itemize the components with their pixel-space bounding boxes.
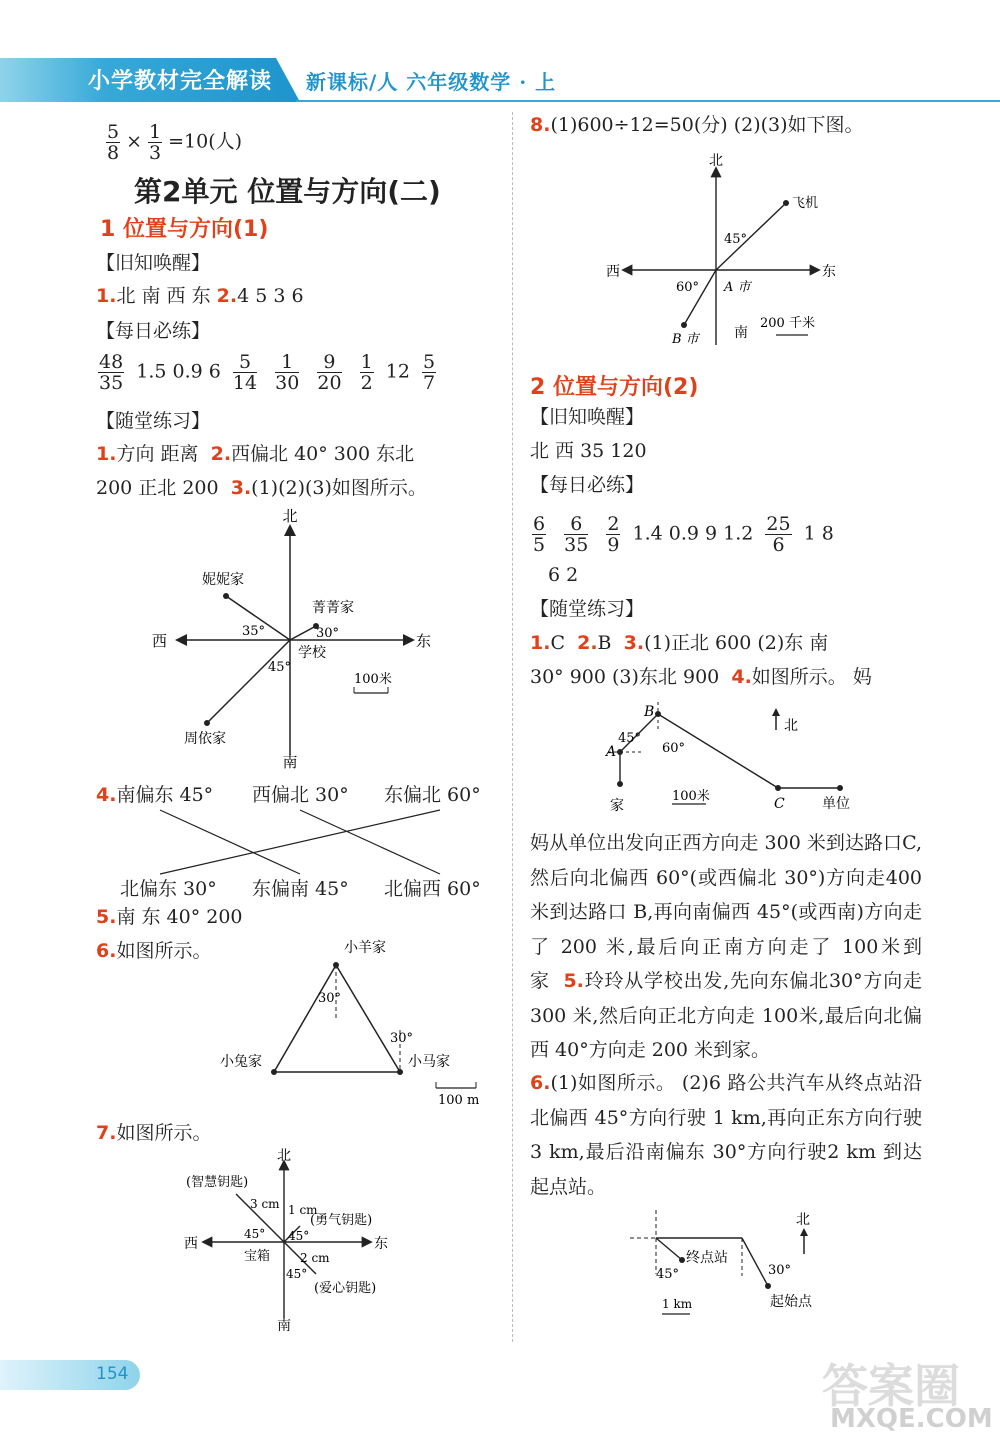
- section-daily: 【每日必练】: [96, 320, 211, 342]
- fig7-courage-key: (勇气钥匙): [310, 1213, 373, 1228]
- daily-answers: $\frac{48}{35}$ 1.5 0.9 6 $\frac{5}{14}$ $\frac{1}{30}$ $\frac{9}{20}$ $\frac{1}{2}$ 12 $\frac{5}{7}$: [99, 351, 436, 394]
- q4-top-2: 西偏北 30°: [252, 784, 349, 806]
- q4-top-3: 东偏北 60°: [384, 784, 481, 806]
- class-answers-1-2: 1.方向 距离 2.西偏北 40° 300 东北: [96, 443, 415, 465]
- fig8-city-b: B 市: [672, 332, 699, 347]
- q6-answer-right: 6.(1)如图所示。 (2)6 路公共汽车从终点站沿北偏西 45°方向行驶 1 km,再向正东方向行驶 3 km,最后沿南偏东 30°方向行驶2 km 到达起点站。: [530, 1072, 922, 1198]
- fig6-angle-1: 30°: [318, 991, 342, 1006]
- fig8-north: 北: [709, 153, 723, 169]
- header-rule: [296, 100, 1000, 102]
- r-section-class: 【随堂练习】: [530, 598, 645, 620]
- fig4-angle-45: 45°: [618, 731, 642, 746]
- fig7-dist-3cm: 3 cm: [250, 1197, 280, 1211]
- fig3-nini-home: 妮妮家: [202, 572, 244, 588]
- lesson2-title: 2 位置与方向(2): [530, 375, 699, 400]
- fig7-north: 北: [277, 1148, 291, 1164]
- fig7-treasure-box: 宝箱: [244, 1249, 271, 1264]
- fig7-south: 南: [277, 1318, 291, 1333]
- r-section-old-knowledge: 【旧知唤醒】: [530, 406, 645, 428]
- fig8-plane: 飞机: [792, 196, 819, 211]
- fig3-east: 东: [416, 632, 432, 650]
- fig4-work: 单位: [822, 796, 850, 812]
- fig4-point-a: A: [606, 744, 617, 760]
- fig7-east: 东: [374, 1236, 388, 1252]
- fig3-north: 北: [282, 507, 298, 525]
- r-class-3b-4: 30° 900 (3)东北 900 4.如图所示。 妈: [530, 666, 872, 688]
- figure-bus-route: [626, 1204, 846, 1319]
- class-answers-2b-3: 200 正北 200 3.(1)(2)(3)如图所示。: [96, 477, 427, 499]
- fig3-west: 西: [152, 632, 168, 650]
- page-number: 154: [96, 1364, 129, 1384]
- fig8-south: 南: [734, 325, 748, 341]
- fig4-home: 家: [610, 798, 624, 814]
- fig7-angle-2: 45°: [288, 1229, 310, 1243]
- figure-triangle-homes: [218, 930, 498, 1110]
- fig4-point-c: C: [774, 796, 785, 812]
- fig7-wisdom-key: (智慧钥匙): [186, 1175, 249, 1190]
- figure-compass-homes: [140, 505, 460, 770]
- r-old-answers: 北 西 35 120: [530, 440, 647, 462]
- fig7-dist-1cm: 1 cm: [288, 1203, 318, 1217]
- fig7-love-key: (爱心钥匙): [314, 1281, 377, 1296]
- fig6-sheep-home: 小羊家: [344, 940, 386, 956]
- fig8-city-a: A 市: [724, 280, 751, 295]
- fig8-east: 东: [822, 264, 836, 280]
- book-title: 小学教材完全解读: [88, 69, 273, 94]
- fig6-rabbit-home: 小兔家: [220, 1054, 262, 1070]
- fig6-scale: 100 m: [438, 1093, 480, 1108]
- fig6-horse-home: 小马家: [408, 1054, 450, 1070]
- r-daily-answers: $\frac{6}{5}$ $\frac{6}{35}$ $\frac{2}{9}$ 1.4 0.9 9 1.2 $\frac{25}{6}$ 1 8: [533, 513, 834, 556]
- watermark-logo: 答案圈: [822, 1359, 960, 1413]
- q4-bottom-2: 东偏南 45°: [252, 878, 349, 900]
- old-answers: 1.北 南 西 东 2.4 5 3 6: [96, 285, 304, 307]
- q4-matching-lines: [120, 808, 500, 878]
- fig7-angle-3: 45°: [286, 1267, 308, 1281]
- fig3-south: 南: [282, 753, 298, 770]
- fig6r-angle-45: 45°: [656, 1267, 680, 1282]
- figure-mom-route: [596, 700, 866, 820]
- fig3-angle-30: 30°: [316, 626, 340, 641]
- fig6r-north: 北: [796, 1212, 810, 1228]
- r-daily-answers-2: 6 2: [548, 564, 579, 586]
- fig6r-start: 起始点: [770, 1294, 812, 1310]
- top-equation: $\frac{5}{8}$ × $\frac{1}{3}$ =10(人): [107, 121, 243, 164]
- fig3-school: 学校: [298, 645, 326, 661]
- column-divider: [512, 112, 513, 1342]
- fig3-jingjing-home: 菁菁家: [312, 600, 354, 616]
- fig3-angle-45: 45°: [268, 660, 292, 675]
- q4-bottom-3: 北偏西 60°: [384, 878, 481, 900]
- fig4-point-b: B: [644, 704, 655, 720]
- q4-top-row: 4.南偏东 45°: [96, 784, 214, 806]
- watermark-url: MXQE.COM: [830, 1404, 993, 1434]
- q5-answer: 5.南 东 40° 200: [96, 906, 243, 928]
- figure-treasure-keys: [180, 1148, 410, 1333]
- section-class: 【随堂练习】: [96, 410, 211, 432]
- fig8-scale: 200 千米: [760, 316, 815, 331]
- r-class-1-3: 1.C 2.B 3.(1)正北 600 (2)东 南: [530, 632, 829, 654]
- fig8-west: 西: [606, 264, 620, 280]
- q8-answer: 8.(1)600÷12=50(分) (2)(3)如下图。: [530, 114, 864, 136]
- fig3-scale: 100米: [354, 672, 392, 687]
- fig3-angle-35: 35°: [242, 624, 266, 639]
- fig6r-scale: 1 km: [662, 1297, 693, 1311]
- lesson1-title: 1 位置与方向(1): [100, 217, 269, 242]
- figure-city-plane: [596, 145, 856, 355]
- fig4-scale: 100米: [672, 789, 710, 804]
- fig3-zhouyi-home: 周依家: [184, 731, 226, 747]
- r-section-daily: 【每日必练】: [530, 474, 645, 496]
- section-old-knowledge: 【旧知唤醒】: [96, 252, 211, 274]
- fig7-dist-2cm: 2 cm: [300, 1251, 330, 1265]
- q6-answer: 6.如图所示。: [96, 940, 212, 962]
- fig6r-angle-30: 30°: [768, 1263, 792, 1278]
- fig4-angle-60: 60°: [662, 741, 686, 756]
- fig6r-terminal: 终点站: [686, 1250, 728, 1266]
- q7-answer: 7.如图所示。: [96, 1122, 212, 1144]
- q4-explanation: 妈从单位出发向正西方向走 300 米到达路口C,然后向北偏西 60°(或西偏北 30°)方向走400 米到达路口 B,再向南偏西 45°(或西南)方向走了 200 米,最后向正南方向走了 100米到家 5.玲玲从学校出发,先向东偏北30°方向走 300 米,然后向正北方向走 100米,最后向北偏西 40°方向走 200 米到家。: [530, 832, 922, 1061]
- unit-title: 第2单元 位置与方向(二): [134, 175, 441, 208]
- fig7-angle-1: 45°: [244, 1227, 266, 1241]
- book-subtitle: 新课标/人 六年级数学 · 上: [306, 70, 557, 94]
- fig6-angle-2: 30°: [390, 1031, 414, 1046]
- fig8-angle-60: 60°: [676, 280, 700, 295]
- q4-bottom-1: 北偏东 30°: [120, 878, 217, 900]
- fig7-west: 西: [184, 1236, 198, 1252]
- fig4-north: 北: [784, 718, 798, 734]
- fig8-angle-45: 45°: [724, 232, 748, 247]
